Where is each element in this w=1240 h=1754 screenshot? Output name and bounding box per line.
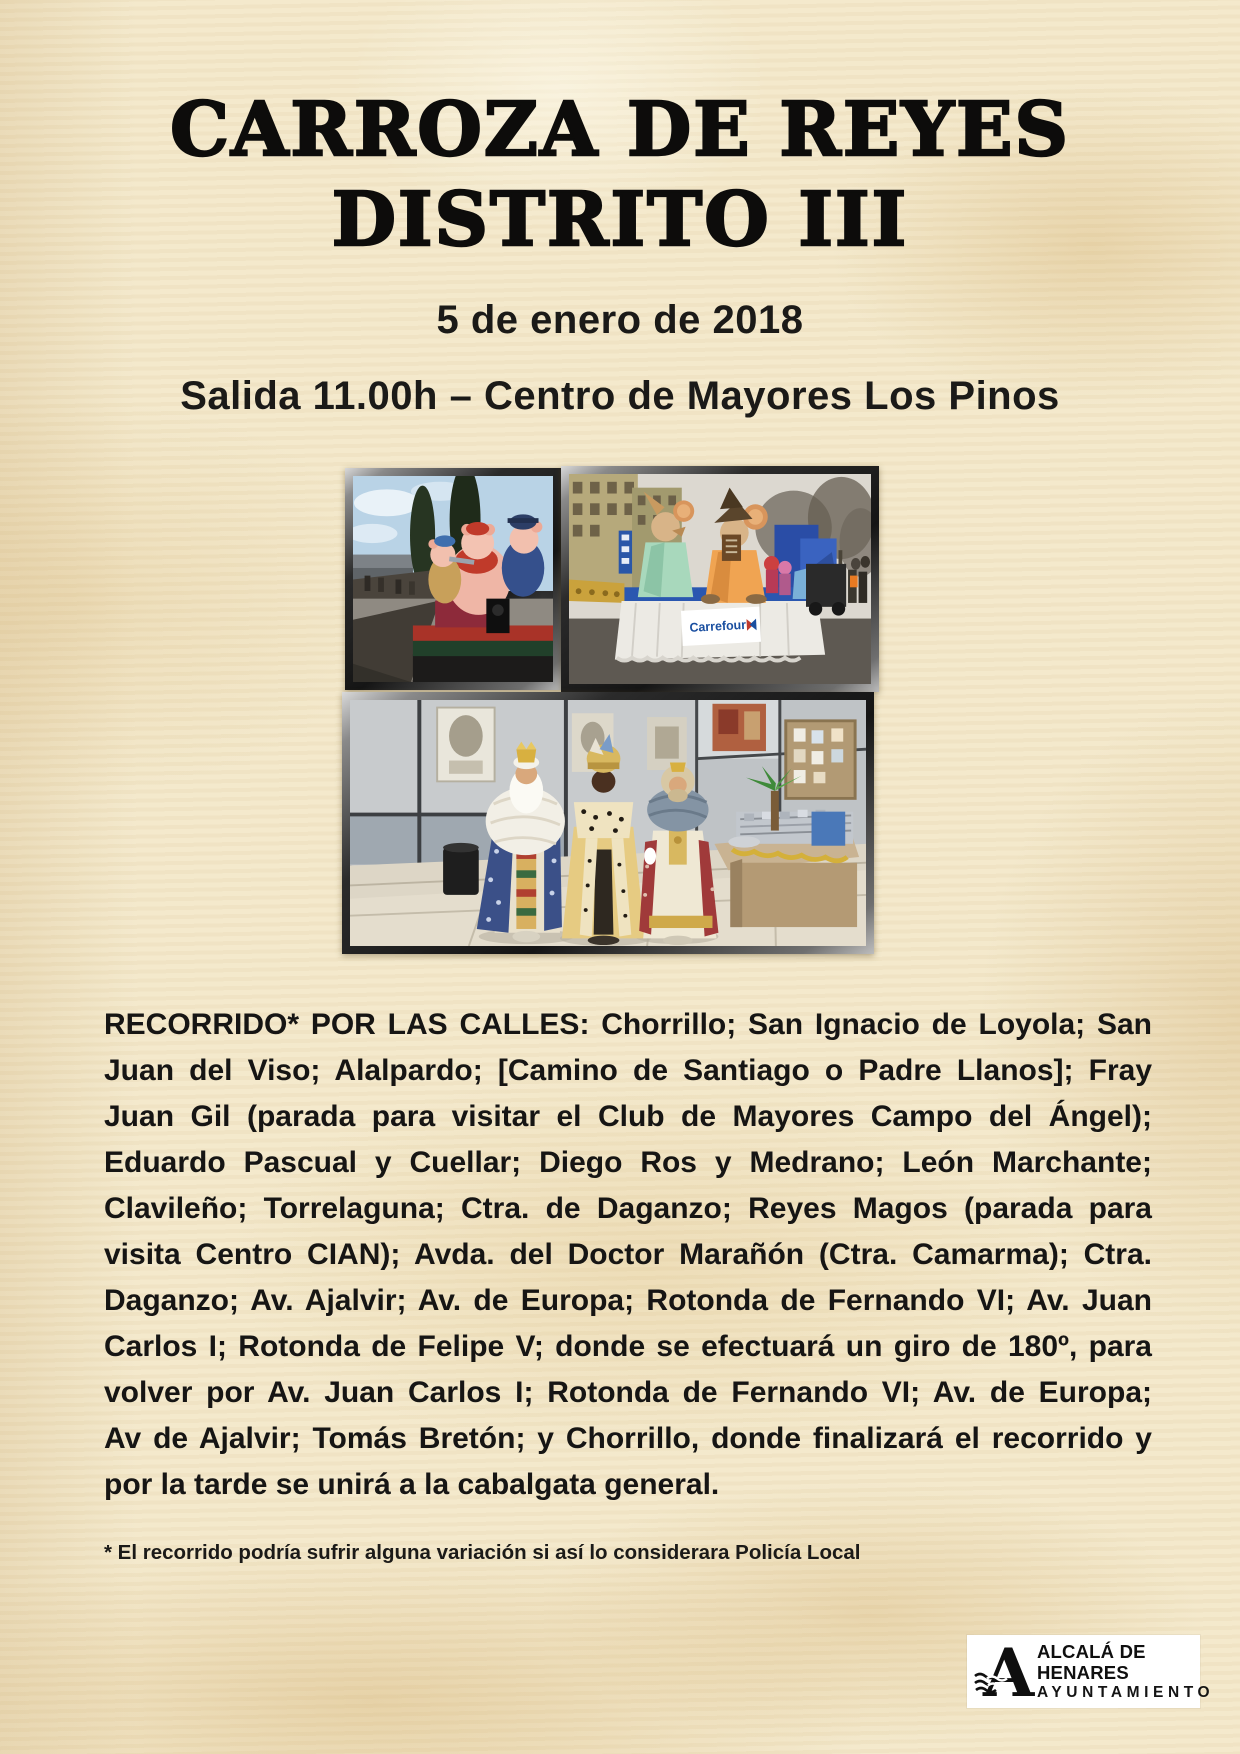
- route-line: Juan del Viso; Alalpardo; [Camino de Santiago o Padre Llanos]; Fray: [104, 1054, 1152, 1087]
- logo-city-name: ALCALÁ DE HENARES: [1037, 1641, 1146, 1683]
- route-line: visita Centro CIAN); Avda. del Doctor Marañón (Ctra. Camarma); Ctra.: [104, 1238, 1152, 1271]
- carrefour-banner-text: Carrefour: [689, 617, 747, 635]
- photo-parade-float-pigs-illustration: [353, 476, 553, 682]
- poster-title-line1: CARROZA DE REYES: [170, 87, 1070, 173]
- photo-three-kings: [342, 692, 874, 954]
- route-line: por la tarde se unirá a la cabalgata general.: [104, 1468, 720, 1501]
- route-line: Carlos I; Rotonda de Felipe V; donde se efectuará un giro de 180º, para: [104, 1330, 1152, 1363]
- route-line: volver por Av. Juan Carlos I; Rotonda de Fernando VI; Av. de Europa;: [104, 1376, 1152, 1409]
- route-line: Eduardo Pascual y Cuellar; Diego Ros y Medrano; León Marchante;: [104, 1146, 1152, 1179]
- photo-parade-float-pigs: [345, 468, 561, 690]
- photo-parade-float-mice: [561, 466, 879, 692]
- logo-org-type: AYUNTAMIENTO: [1037, 1684, 1215, 1701]
- route-line: Clavileño; Torrelaguna; Ctra. de Daganzo; Reyes Magos (parada para: [104, 1192, 1152, 1225]
- alcala-a-icon: [973, 1640, 1035, 1704]
- departure-info: Salida 11.00h – Centro de Mayores Los Pinos: [180, 374, 1060, 418]
- poster-title-line2: DISTRITO III: [331, 177, 909, 263]
- ayuntamiento-logo-text: [1037, 1641, 1214, 1702]
- ayuntamiento-logo: [967, 1635, 1215, 1708]
- svg-text:A: A: [983, 1639, 1035, 1704]
- route-line: Daganzo; Av. Ajalvir; Av. de Europa; Rotonda de Fernando VI; Av. Juan: [104, 1284, 1152, 1317]
- photo-three-kings-illustration: [350, 700, 866, 946]
- photo-parade-float-mice-illustration: [569, 474, 871, 684]
- event-date: 5 de enero de 2018: [436, 298, 804, 342]
- route-paragraph: [104, 1002, 1152, 1508]
- route-line: Juan Gil (parada para visitar el Club de Mayores Campo del Ángel);: [104, 1100, 1152, 1133]
- route-footnote: * El recorrido podría sufrir alguna variación si así lo considerara Policía Local: [104, 1541, 861, 1564]
- route-line: Av de Ajalvir; Tomás Bretón; y Chorrillo, donde finalizará el recorrido y: [104, 1422, 1152, 1455]
- route-line: RECORRIDO* POR LAS CALLES: Chorrillo; San Ignacio de Loyola; San: [104, 1008, 1152, 1041]
